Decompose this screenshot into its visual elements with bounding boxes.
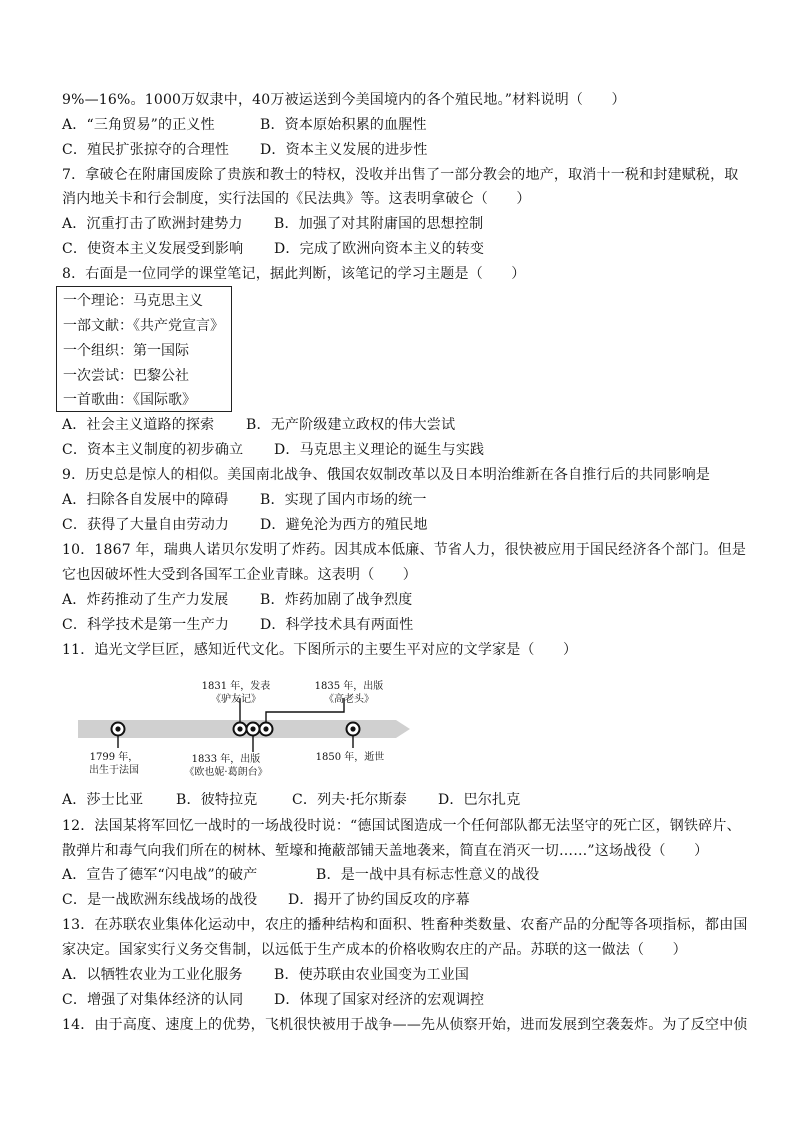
q8-stem: 8．右面是一位同学的课堂笔记，据此判断，该笔记的学习主题是（ ） <box>62 266 526 282</box>
q7-option-c[interactable]: C．使资本主义发展受到影响 <box>62 241 244 257</box>
balzac-timeline-figure <box>74 676 414 784</box>
q9-option-d[interactable]: D．避免沦为西方的殖民地 <box>260 517 428 533</box>
q6-stem-tail: 9%—16%。1000万奴隶中，40万被运送到今美国境内的各个殖民地。”材料说明（ ） <box>62 92 626 108</box>
q7-stem-line2: 消内地关卡和行会制度，实行法国的《民法典》等。这表明拿破仑（ ） <box>62 191 531 207</box>
q6-option-d[interactable]: D．资本主义发展的进步性 <box>260 142 428 158</box>
q10-option-d[interactable]: D．科学技术具有两面性 <box>260 617 414 633</box>
q11-option-b[interactable]: B．彼特拉克 <box>176 792 258 808</box>
q11-option-a[interactable]: A．莎士比亚 <box>62 792 144 808</box>
q8-option-c[interactable]: C．资本主义制度的初步确立 <box>62 442 244 458</box>
q12-option-d[interactable]: D．揭开了协约国反攻的序幕 <box>288 892 470 908</box>
q9-option-a[interactable]: A．扫除各自发展中的障碍 <box>62 492 229 508</box>
q13-stem-line1: 13．在苏联农业集体化运动中，农庄的播种结构和面积、牲畜种类数量、农畜产品的分配等各项指标，都由国 <box>62 917 748 933</box>
label-1833-work: 《欧也妮·葛朗台》 <box>184 767 268 778</box>
q9-option-b[interactable]: B．实现了国内市场的统一 <box>260 492 427 508</box>
q14-stem-line1: 14．由于高度、速度上的优势，飞机很快被用于战争——先从侦察开始，进而发展到空袭轰炸。为了反空中侦 <box>62 1017 748 1033</box>
q12-option-a[interactable]: A．宣告了德军“闪电战”的破产 <box>62 867 258 883</box>
class-notes-box <box>56 286 232 412</box>
marker-1799 <box>112 723 125 736</box>
marker-1835 <box>260 723 273 736</box>
label-1799-text: 出生于法国 <box>89 765 139 776</box>
q11-option-d[interactable]: D．巴尔扎克 <box>438 792 521 808</box>
q13-option-d[interactable]: D．体现了国家对经济的宏观调控 <box>274 992 485 1008</box>
q10-stem-line2: 它也因破坏性大受到各国军工企业青睐。这表明（ ） <box>62 567 417 583</box>
q13-option-c[interactable]: C．增强了对集体经济的认同 <box>62 992 244 1008</box>
q8-option-d[interactable]: D．马克思主义理论的诞生与实践 <box>274 442 485 458</box>
q6-option-a[interactable]: A．“三角贸易”的正义性 <box>62 117 215 133</box>
q10-stem-line1: 10．1867 年，瑞典人诺贝尔发明了炸药。因其成本低廉、节省人力，很快被应用于国民经济各个部门。但是 <box>62 542 747 558</box>
q9-stem: 9．历史总是惊人的相似。美国南北战争、俄国农奴制改革以及日本明治维新在各自推行后的共同影响是 <box>62 467 711 483</box>
q10-option-c[interactable]: C．科学技术是第一生产力 <box>62 617 230 633</box>
marker-1850 <box>347 723 360 736</box>
q10-option-a[interactable]: A．炸药推动了生产力发展 <box>62 592 229 608</box>
q9-option-c[interactable]: C．获得了大量自由劳动力 <box>62 517 230 533</box>
q12-option-b[interactable]: B．是一战中具有标志性意义的战役 <box>316 867 540 883</box>
marker-1833 <box>247 723 260 736</box>
q13-stem-line2: 家决定。国家实行义务交售制，以远低于生产成本的价格收购农庄的产品。苏联的这一做法（ ） <box>62 942 687 958</box>
label-1831-year: 1831 年，发表 <box>201 681 271 692</box>
q11-stem: 11．追光文学巨匠，感知近代文化。下图所示的主要生平对应的文学家是（ ） <box>62 642 578 658</box>
note-organization: 一个组织：第一国际 <box>63 343 189 359</box>
label-1835-work: 《高老头》 <box>324 694 374 705</box>
q7-option-d[interactable]: D．完成了欧洲向资本主义的转变 <box>274 241 485 257</box>
note-song: 一首歌曲：《国际歌》 <box>63 392 196 408</box>
marker-1831 <box>234 723 247 736</box>
note-document: 一部文献：《共产党宣言》 <box>63 318 224 334</box>
label-1799-year: 1799 年， <box>89 752 139 763</box>
q12-stem-line1: 12．法国某将军回忆一战时的一场战役时说：“德国试图造成一个任何部队都无法坚守的死亡区，钢铁碎片、 <box>62 818 741 834</box>
label-1835-year: 1835 年，出版 <box>314 681 384 692</box>
q6-option-c[interactable]: C．殖民扩张掠夺的合理性 <box>62 142 230 158</box>
note-theory: 一个理论：马克思主义 <box>63 293 203 309</box>
q13-option-a[interactable]: A．以牺牲农业为工业化服务 <box>62 967 243 983</box>
note-attempt: 一次尝试：巴黎公社 <box>63 368 189 384</box>
q8-option-a[interactable]: A．社会主义道路的探索 <box>62 417 215 433</box>
q13-option-b[interactable]: B．使苏联由农业国变为工业国 <box>274 967 470 983</box>
q8-option-b[interactable]: B．无产阶级建立政权的伟大尝试 <box>246 417 456 433</box>
q12-stem-line2: 散弹片和毒气向我们所在的树林、堑壕和掩蔽部铺天盖地袭来，简直在消灭一切……”这场战役（ ） <box>62 843 709 859</box>
q11-option-c[interactable]: C．列夫·托尔斯泰 <box>292 792 407 808</box>
q6-option-b[interactable]: B．资本原始积累的血腥性 <box>260 117 427 133</box>
label-1833-year: 1833 年，出版 <box>191 754 261 765</box>
label-1831-work: 《驴友记》 <box>211 694 261 705</box>
q7-option-a[interactable]: A．沉重打击了欧洲封建势力 <box>62 216 243 232</box>
label-1850: 1850 年，逝世 <box>315 752 385 763</box>
q10-option-b[interactable]: B．炸药加剧了战争烈度 <box>260 592 413 608</box>
q12-option-c[interactable]: C．是一战欧洲东线战场的战役 <box>62 892 258 908</box>
q7-stem-line1: 7．拿破仑在附庸国废除了贵族和教士的特权，没收并出售了一部分教会的地产，取消十一税和封建赋税，取 <box>62 167 739 183</box>
q7-option-b[interactable]: B．加强了对其附庸国的思想控制 <box>274 216 484 232</box>
